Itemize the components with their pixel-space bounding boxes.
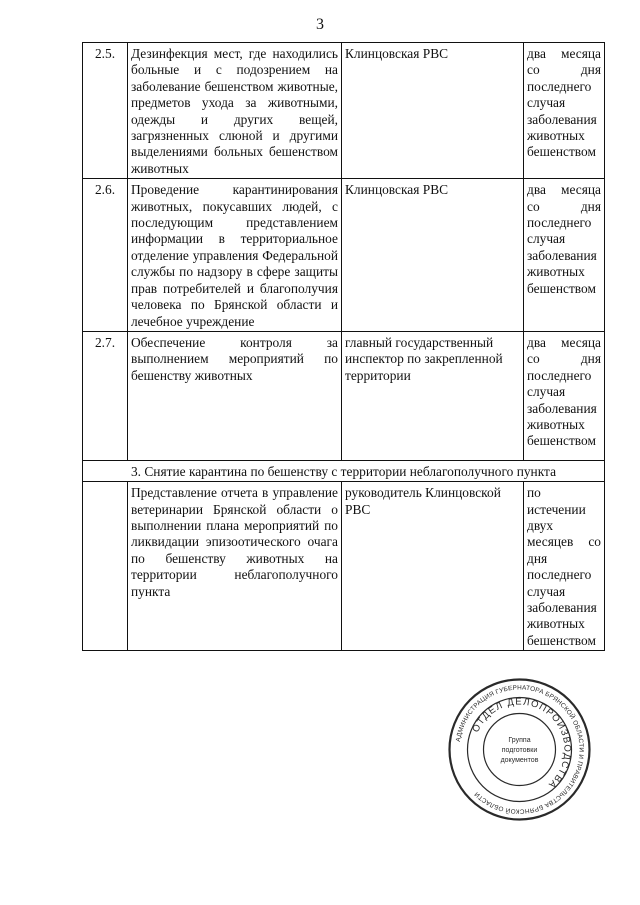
seal-center-line: документов <box>500 757 539 764</box>
table-row <box>83 331 605 460</box>
responsible-cell: руководитель Клинцовской РВС <box>342 482 524 651</box>
section-header-row <box>83 460 605 481</box>
term-cell: два месяца со дня последнего случая заболевания животных бешенством <box>524 43 605 179</box>
row-number <box>83 482 128 651</box>
responsible-cell: Клинцовская РВС <box>342 179 524 332</box>
responsible-cell: главный государственный инспектор по закрепленной территории <box>342 331 524 460</box>
seal-center-line: подготовки <box>501 747 538 754</box>
term-cell: два месяца со дня последнего случая заболевания животных бешенством <box>524 331 605 460</box>
page-number: 3 <box>316 16 324 33</box>
row-number: 2.7. <box>83 331 128 460</box>
action-cell: Представление отчета в управление ветеринарии Брянской области о выполнении плана мероприятий по ликвидации эпизоотического очага по бешенству животных на территории неблагополучного пункта <box>128 482 342 651</box>
table-row <box>83 179 605 332</box>
table-row <box>83 43 605 179</box>
row-number: 2.5. <box>83 43 128 179</box>
table-row <box>83 482 605 651</box>
action-cell: Проведение карантинирования животных, покусавших людей, с последующим представлением информации в территориальное отделение управления Федеральной службы по надзору в сфере защиты прав потребителей и благополучия человека по Брянской области и лечебное учреждение <box>128 179 342 332</box>
row-number: 2.6. <box>83 179 128 332</box>
term-cell: два месяца со дня последнего случая заболевания животных бешенством <box>524 179 605 332</box>
responsible-cell: Клинцовская РВС <box>342 43 524 179</box>
stamp-seal <box>447 677 592 822</box>
seal-outer-text: АДМИНИСТРАЦИЯ ГУБЕРНАТОРА БРЯНСКОЙ ОБЛАСТИ И ПРАВИТЕЛЬСТВА БРЯНСКОЙ ОБЛАСТИ <box>454 684 585 815</box>
seal-center-line: Группа <box>508 737 531 744</box>
measures-table <box>82 42 605 651</box>
section-title: 3. Снятие карантина по бешенству с территории неблагополучного пункта <box>83 460 605 481</box>
term-cell: по истечении двух месяцев со дня последнего случая заболевания животных бешенством <box>524 482 605 651</box>
action-cell: Дезинфекция мест, где находились больные и с подозрением на заболевание бешенством животные, предметов ухода за животными, одежды и других вещей, загрязненных слюной и другими выделениями больных бешенством животных <box>128 43 342 179</box>
seal-inner-text: ОТДЕЛ ДЕЛОПРОИЗВОДСТВА <box>470 696 573 791</box>
action-cell: Обеспечение контроля за выполнением мероприятий по бешенству животных <box>128 331 342 460</box>
